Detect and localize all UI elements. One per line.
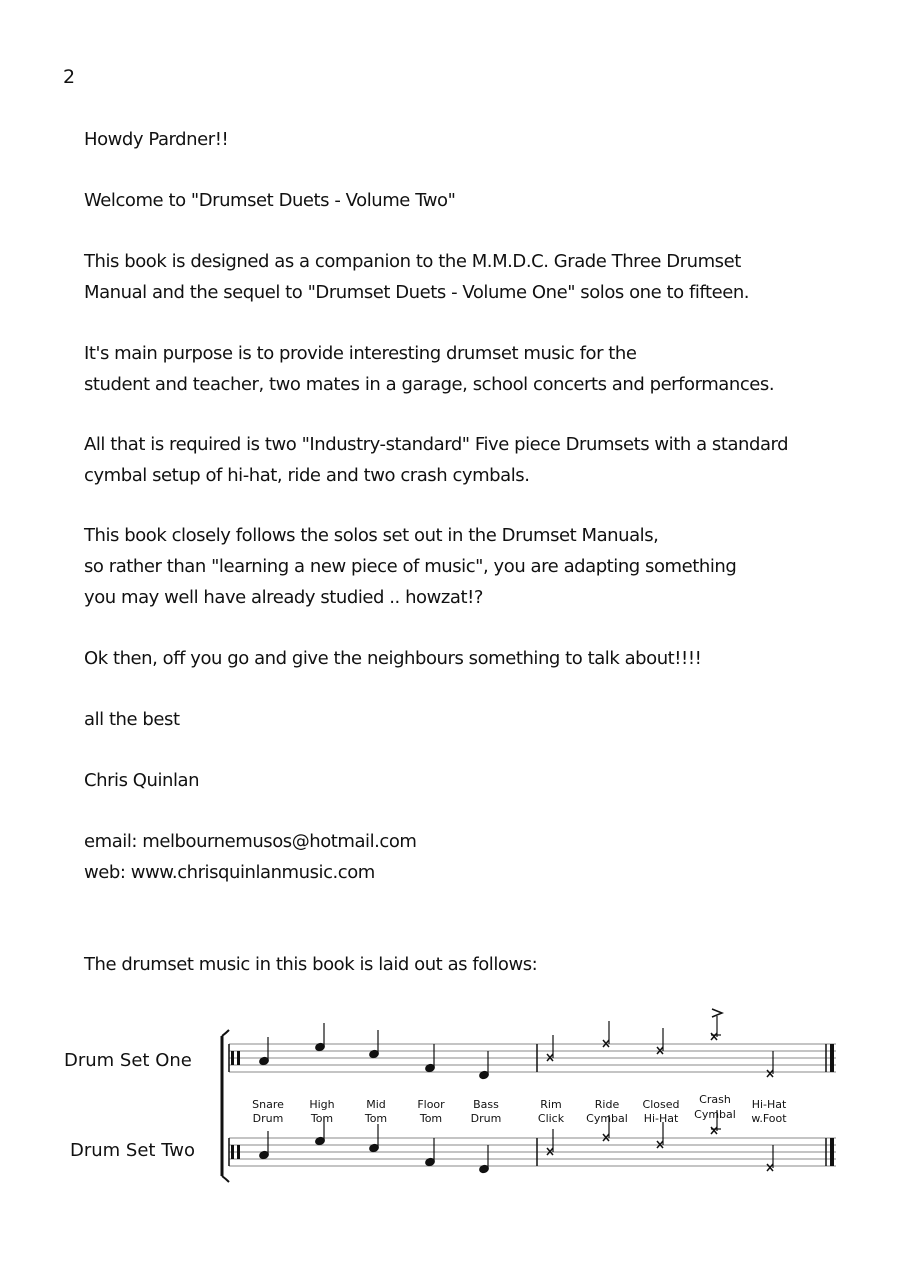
label-snare-2: Drum bbox=[252, 1112, 284, 1125]
paragraph-line: so rather than "learning a new piece of music", you are adapting something bbox=[84, 556, 737, 577]
label-high-tom-2: Tom bbox=[310, 1112, 334, 1125]
brace-bottom-hook bbox=[222, 1176, 229, 1182]
label-bass-drum-1: Bass bbox=[473, 1098, 499, 1111]
label-hihat-foot-2: w.Foot bbox=[751, 1112, 787, 1125]
paragraph-companion bbox=[84, 246, 749, 308]
staff-two-label: Drum Set Two bbox=[70, 1140, 195, 1161]
label-ride-1: Ride bbox=[594, 1098, 620, 1111]
crash-cymbal-note bbox=[711, 1016, 721, 1040]
label-closed-hihat-1: Closed bbox=[642, 1098, 680, 1111]
paragraph-requirements bbox=[84, 429, 788, 491]
paragraph-line: cymbal setup of hi-hat, ride and two crash cymbals. bbox=[84, 465, 530, 486]
instrument-labels bbox=[252, 1093, 787, 1125]
paragraph-line: It's main purpose is to provide interesting drumset music for the bbox=[84, 343, 637, 364]
label-closed-hihat-2: Hi-Hat bbox=[643, 1112, 679, 1125]
label-hihat-foot-1: Hi-Hat bbox=[751, 1098, 787, 1111]
paragraph-line: Manual and the sequel to "Drumset Duets - Volume One" solos one to fifteen. bbox=[84, 282, 750, 303]
email-line: email: melbournemusos@hotmail.com bbox=[84, 831, 417, 852]
closed-hihat-note bbox=[657, 1028, 663, 1054]
label-rim-click-1: Rim bbox=[540, 1098, 562, 1111]
rim-click-note bbox=[547, 1129, 553, 1155]
paragraph-closing: Ok then, off you go and give the neighbours something to talk about!!!! bbox=[84, 648, 702, 669]
layout-intro: The drumset music in this book is laid out as follows: bbox=[84, 954, 538, 975]
label-crash-2: Cymbal bbox=[694, 1108, 736, 1121]
closed-hihat-note bbox=[657, 1122, 663, 1148]
hihat-foot-note bbox=[767, 1051, 773, 1077]
accent-icon bbox=[712, 1009, 722, 1017]
label-mid-tom-1: Mid bbox=[366, 1098, 386, 1111]
label-crash-1: Crash bbox=[699, 1093, 731, 1106]
paragraph-line: you may well have already studied .. howzat!? bbox=[84, 587, 483, 608]
paragraph-line: All that is required is two "Industry-standard" Five piece Drumsets with a standard bbox=[84, 434, 789, 455]
ride-cymbal-note bbox=[603, 1021, 609, 1047]
label-floor-tom-1: Floor bbox=[417, 1098, 445, 1111]
label-mid-tom-2: Tom bbox=[364, 1112, 388, 1125]
web-line: web: www.chrisquinlanmusic.com bbox=[84, 862, 375, 883]
greeting: Howdy Pardner!! bbox=[84, 129, 229, 150]
signoff: all the best bbox=[84, 709, 180, 730]
drumset-notation-key bbox=[0, 1000, 900, 1200]
author-name: Chris Quinlan bbox=[84, 770, 200, 791]
paragraph-line: This book is designed as a companion to the M.M.D.C. Grade Three Drumset bbox=[84, 251, 741, 272]
brace-top-hook bbox=[222, 1030, 229, 1036]
welcome-line: Welcome to "Drumset Duets - Volume Two" bbox=[84, 190, 456, 211]
label-rim-click-2: Click bbox=[537, 1112, 565, 1125]
paragraph-purpose bbox=[84, 338, 774, 400]
rim-click-note bbox=[547, 1035, 553, 1061]
label-floor-tom-2: Tom bbox=[419, 1112, 443, 1125]
hihat-foot-note bbox=[767, 1145, 773, 1171]
contact-block bbox=[84, 826, 417, 888]
label-ride-2: Cymbal bbox=[586, 1112, 628, 1125]
label-high-tom-1: High bbox=[309, 1098, 335, 1111]
paragraph-line: This book closely follows the solos set out in the Drumset Manuals, bbox=[84, 525, 659, 546]
page-number: 2 bbox=[63, 66, 76, 88]
paragraph-solos bbox=[84, 520, 736, 613]
staff-one-cymbal-notes bbox=[547, 1009, 773, 1077]
label-snare-1: Snare bbox=[252, 1098, 284, 1111]
staff-one-label: Drum Set One bbox=[64, 1050, 192, 1071]
high-tom-note bbox=[315, 1023, 326, 1052]
label-bass-drum-2: Drum bbox=[470, 1112, 502, 1125]
paragraph-line: student and teacher, two mates in a garage, school concerts and performances. bbox=[84, 374, 775, 395]
